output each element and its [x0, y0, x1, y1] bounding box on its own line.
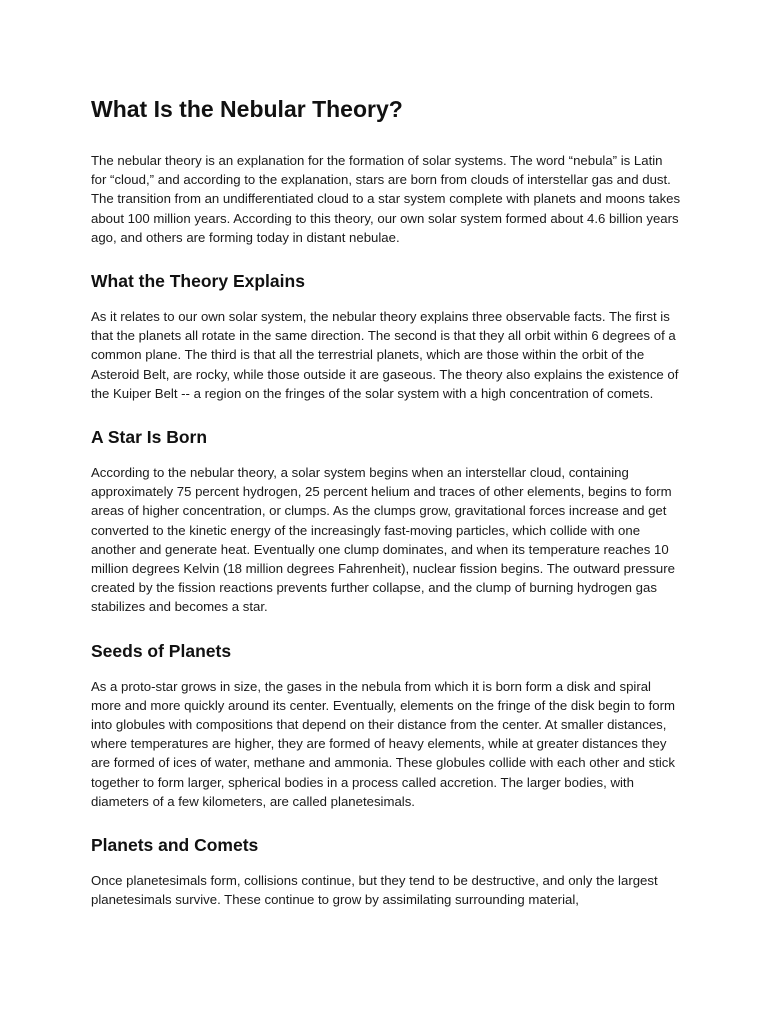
- section-heading-planets-and-comets: Planets and Comets: [91, 835, 259, 856]
- section-heading-theory-explains: What the Theory Explains: [91, 271, 305, 292]
- section-body-star-is-born: According to the nebular theory, a solar system begins when an interstellar cloud, containing approximately 75 percent hydrogen, 25 percent helium and traces of other elements, begins to form areas of higher concentration, or clumps. As the clumps grow, gravitational forces increase and get converted to the kinetic energy of the increasingly fast-moving particles, which collide with one another and generate heat. Eventually one clump dominates, and when its temperature reaches 10 million degrees Kelvin (18 million degrees Fahrenheit), nuclear fission begins. The outward pressure created by the fission reactions prevents further collapse, and the clump of burning hydrogen gas stabilizes and becomes a star.: [91, 465, 675, 615]
- section-body-theory-explains: As it relates to our own solar system, the nebular theory explains three observable facts. The first is that the planets all rotate in the same direction. The second is that they all orbit within 6 degrees of a common plane. The third is that all the terrestrial planets, which are those within the orbit of the Asteroid Belt, are rocky, while those outside it are gaseous. The theory also explains the existence of the Kuiper Belt -- a region on the fringes of the solar system with a high concentration of comets.: [91, 309, 679, 401]
- page-title: What Is the Nebular Theory?: [91, 96, 403, 122]
- section-heading-star-is-born: A Star Is Born: [91, 427, 208, 448]
- section-body-seeds-of-planets: As a proto-star grows in size, the gases in the nebula from which it is born form a disk and spiral more and more quickly around its center. Eventually, elements on the fringe of the disk begin to form into globules with compositions that depend on their distance from the center. At smaller distances, where temperatures are higher, they are formed of heavy elements, while at greater distances they are formed of ices of water, methane and ammonia. These globules collide with each other and stick together to form larger, spherical bodies in a process called accretion. The larger bodies, with diameters of a few kilometers, are called planetesimals.: [91, 678, 675, 809]
- section-heading-seeds-of-planets: Seeds of Planets: [91, 640, 232, 661]
- intro-paragraph: The nebular theory is an explanation for the formation of solar systems. The word “nebula” is Latin for “cloud,” and according to the explanation, stars are born from clouds of interstellar gas and dust. The transition from an undifferentiated cloud to a star system complete with planets and moons takes about 100 million years. According to this theory, our own solar system formed about 4.6 billion years ago, and others are forming today in distant nebulae.: [91, 153, 681, 245]
- section-body-planets-and-comets: Once planetesimals form, collisions continue, but they tend to be destructive, and only the largest planetesimals survive. These continue to grow by assimilating surrounding material,: [91, 873, 658, 908]
- document-page: [91, 94, 681, 909]
